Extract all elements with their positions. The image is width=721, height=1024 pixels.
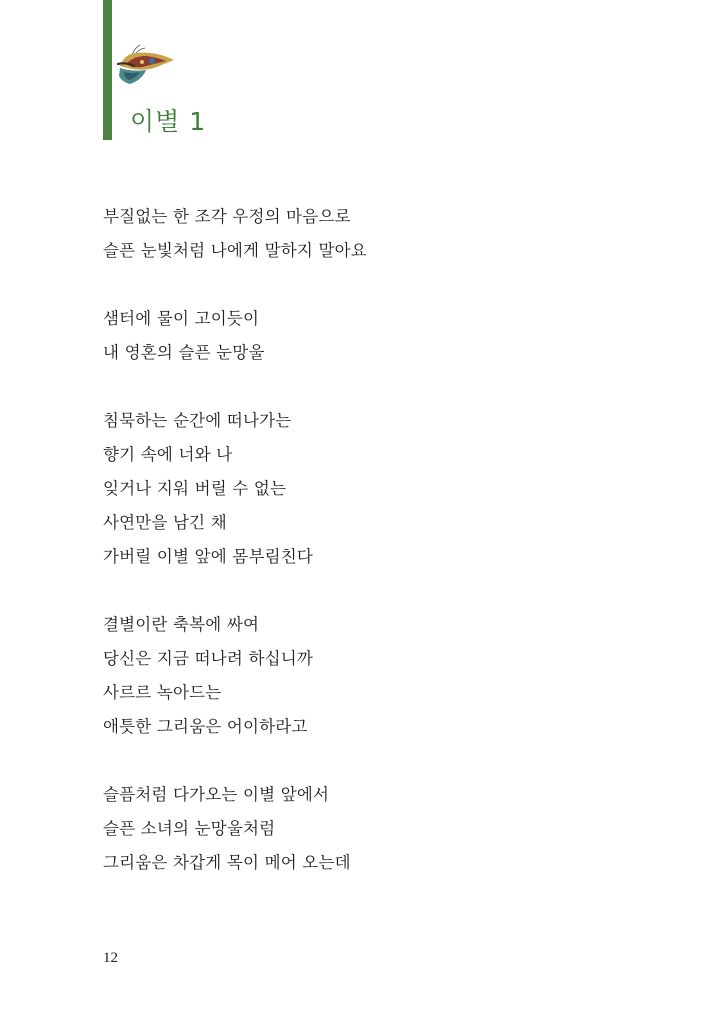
poem-line: 샘터에 물이 고이듯이	[103, 309, 260, 328]
poem-line: 애틋한 그리움은 어이하라고	[103, 717, 308, 736]
stanza	[103, 778, 663, 880]
poem-line: 사연만을 남긴 채	[103, 513, 227, 532]
stanza	[103, 404, 663, 574]
page-number: 12	[103, 950, 118, 966]
stanza	[103, 200, 663, 268]
poem-line: 슬픈 눈빛처럼 나에게 말하지 말아요	[103, 241, 367, 260]
poem-line: 당신은 지금 떠나려 하십니까	[103, 649, 314, 668]
poem-line: 내 영혼의 슬픈 눈망울	[103, 343, 265, 362]
poem-line: 부질없는 한 조각 우정의 마음으로	[103, 207, 351, 226]
green-accent-bar	[103, 0, 112, 140]
poem-body	[103, 200, 663, 914]
butterfly-icon	[112, 40, 178, 88]
poem-title: 이별 1	[130, 107, 207, 136]
poem-line: 침묵하는 순간에 떠나가는	[103, 411, 292, 430]
poem-line: 그리움은 차갑게 목이 메어 오는데	[103, 853, 351, 872]
stanza	[103, 608, 663, 744]
poem-line: 가버릴 이별 앞에 몸부림친다	[103, 547, 314, 566]
poem-line: 향기 속에 너와 나	[103, 445, 233, 464]
poem-line: 슬픈 소녀의 눈망울처럼	[103, 819, 276, 838]
poem-line: 잊거나 지워 버릴 수 없는	[103, 479, 287, 498]
stanza	[103, 302, 663, 370]
poem-line: 슬픔처럼 다가오는 이별 앞에서	[103, 785, 330, 804]
poem-line: 결별이란 축복에 싸여	[103, 615, 260, 634]
poem-line: 사르르 녹아드는	[103, 683, 222, 702]
